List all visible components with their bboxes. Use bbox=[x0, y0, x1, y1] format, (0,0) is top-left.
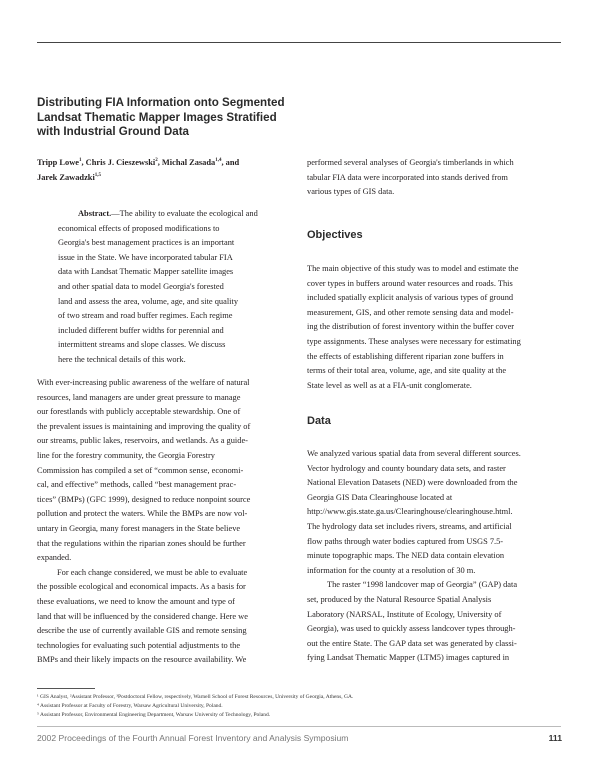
text-line: type assignments. These analyses were necessary for estimating bbox=[307, 336, 521, 346]
text-line: fying Landsat Thematic Mapper (LTM5) images captured in bbox=[307, 653, 510, 663]
objectives-text bbox=[307, 262, 562, 393]
text-line: minute topographic maps. The NED data contain elevation bbox=[307, 551, 505, 561]
text-line: tices” (BMPs) (GFC 1999), designed to reduce nonpoint source bbox=[37, 494, 251, 504]
text-line: line for the forestry community, the Georgia Forestry bbox=[37, 450, 215, 460]
text-line: data with Landsat Thematic Mapper satellite images bbox=[58, 267, 234, 277]
text-line: For each change considered, we must be able to evaluate bbox=[57, 567, 248, 577]
data-text bbox=[307, 447, 562, 666]
text-line: resources, land managers are under great pressure to manage bbox=[37, 392, 241, 402]
text-line: The raster “1998 landcover map of Georgia” (GAP) data bbox=[327, 580, 518, 590]
footnote-rule bbox=[37, 688, 95, 689]
text-line: land that will be influenced by the considered change. Here we bbox=[37, 611, 248, 621]
text-line: included different buffer widths for perennial and bbox=[58, 325, 224, 335]
text-line: our streams, public lakes, reservoirs, and wetlands. As a guide- bbox=[37, 436, 248, 446]
text-line: set, produced by the Natural Resource Spatial Analysis bbox=[307, 594, 492, 604]
text-line: out the entire State. The GAP data set was generated by classi- bbox=[307, 638, 517, 648]
text-line: untary in Georgia, many forest managers in the State believe bbox=[37, 523, 241, 533]
text-line: The hydrology data set includes rivers, streams, and artificial bbox=[307, 521, 512, 531]
abstract-first-line: —The ability to evaluate the ecological and bbox=[111, 209, 258, 218]
title-line: Landsat Thematic Mapper Images Stratified bbox=[37, 110, 277, 124]
author-affiliation-mark: 1,4 bbox=[215, 158, 222, 164]
text-line: issue in the State. We have incorporated tabular FIA bbox=[58, 252, 233, 262]
author-name: Michal Zasada bbox=[161, 158, 216, 167]
footnote: ¹ GIS Analyst, ²Assistant Professor, ³Postdoctoral Fellow, respectively, Warnell School of Forest Resources, University of Georgia, Athens, GA. bbox=[37, 694, 354, 700]
author-conjunction: and bbox=[225, 158, 240, 167]
top-rule bbox=[37, 42, 561, 43]
text-line: National Elevation Datasets (NED) were downloaded from the bbox=[307, 478, 518, 488]
text-line: State level as well as at a FIA-unit conglomerate. bbox=[307, 380, 472, 390]
text-line: performed several analyses of Georgia's timberlands in which bbox=[307, 158, 514, 167]
objectives-heading: Objectives bbox=[307, 229, 363, 241]
text-line: Georgia GIS Data Clearinghouse located at bbox=[307, 492, 453, 502]
text-line: The main objective of this study was to model and estimate the bbox=[307, 264, 519, 273]
text-line: Laboratory (NARSAL, Institute of Ecology, University of bbox=[307, 609, 502, 619]
text-line: http://www.gis.state.ga.us/Clearinghouse/clearinghouse.html. bbox=[307, 507, 513, 517]
page-footer bbox=[37, 733, 562, 743]
footnote: ⁵ Assistant Professor, Environmental Engineering Department, Warsaw University of Technology, Poland. bbox=[37, 712, 271, 718]
text-line: describe the use of currently available GIS and remote sensing bbox=[37, 626, 247, 636]
text-line: pollution and protect the waters. While the BMPs are now vol- bbox=[37, 509, 248, 519]
text-line: the prevalent issues is maintaining and improving the quality of bbox=[37, 421, 251, 431]
footnote: ⁴ Assistant Professor at Faculty of Forestry, Warsaw Agricultural University, Poland. bbox=[37, 703, 223, 709]
data-heading: Data bbox=[307, 415, 331, 427]
abstract-label: Abstract. bbox=[78, 209, 112, 218]
title-line: Distributing FIA Information onto Segmented bbox=[37, 96, 285, 109]
page-number: 111 bbox=[548, 733, 562, 743]
text-line: cover types in buffers around water resources and roads. This bbox=[307, 278, 513, 288]
paper-title bbox=[37, 96, 327, 140]
text-line: of two stream and road buffer regimes. Each regime bbox=[58, 311, 233, 321]
author-affiliation-mark: 1,5 bbox=[94, 172, 102, 178]
text-line: that the regulations within the riparian zones should be further bbox=[37, 538, 246, 548]
text-line: Georgia's best management practices is an important bbox=[58, 238, 235, 248]
text-line: the possible ecological and economical impacts. As a basis for bbox=[37, 582, 246, 592]
text-line: expanded. bbox=[37, 553, 72, 563]
abstract bbox=[58, 207, 290, 368]
author-name: Chris J. Cieszewski bbox=[85, 158, 156, 167]
text-line: these evaluations, we need to know the amount and type of bbox=[37, 596, 235, 606]
text-line: land and assess the area, volume, age, and site quality bbox=[58, 296, 239, 306]
footer-text: 2002 Proceedings of the Fourth Annual Forest Inventory and Analysis Symposium bbox=[37, 733, 349, 743]
text-line bbox=[58, 207, 290, 222]
author-name: Tripp Lowe bbox=[37, 158, 79, 167]
text-line: and other spatial data to model Georgia's forested bbox=[58, 281, 224, 291]
text-line: Vector hydrology and county boundary data sets, and raster bbox=[307, 463, 506, 473]
text-line: the effects of establishing different riparian zone buffers in bbox=[307, 351, 504, 361]
text-line: here the technical details of this work. bbox=[58, 354, 186, 364]
author-list: Tripp Lowe$^1$, Chris J. Cieszewski$^2$, Michal Zasada$^{1,4}$, and Jarek Zawadzki$^{1,5}$ bbox=[37, 158, 240, 182]
text-line: terms of their total area, volume, age, and site quality at the bbox=[307, 366, 507, 376]
text-line: cal, and effective” methods, called “best management prac- bbox=[37, 480, 237, 490]
text-line: We analyzed various spatial data from several different sources. bbox=[307, 449, 521, 458]
footnotes bbox=[37, 693, 562, 720]
author-name: Jarek Zawadzki bbox=[37, 172, 95, 182]
text-line: With ever-increasing public awareness of the welfare of natural bbox=[37, 378, 250, 387]
text-line: information for the county at a resolution of 30 m. bbox=[307, 565, 476, 575]
introduction-text bbox=[37, 376, 301, 668]
text-line: Georgia), was used to quickly assess landcover types through- bbox=[307, 624, 516, 634]
author-affiliation-mark: 2 bbox=[155, 158, 158, 164]
text-line: technologies for evaluating such potential adjustments to the bbox=[37, 640, 241, 650]
text-line: various types of GIS data. bbox=[307, 187, 395, 197]
text-line: measurement, GIS, and other remote sensing data and model- bbox=[307, 307, 514, 317]
text-line: included spatially explicit analysis of various types of ground bbox=[307, 293, 514, 303]
footer-rule bbox=[37, 726, 561, 727]
author-affiliation-mark: 1 bbox=[78, 158, 82, 164]
title-line: with Industrial Ground Data bbox=[37, 125, 190, 139]
text-line: Commission has compiled a set of “common sense, economi- bbox=[37, 465, 244, 475]
text-line: tabular FIA data were incorporated into stands derived from bbox=[307, 172, 508, 182]
introduction-continued bbox=[307, 156, 562, 200]
text-line: our forestlands with publicly acceptable stewardship. One of bbox=[37, 407, 241, 417]
text-line: flow paths through water bodies captured from USGS 7.5- bbox=[307, 536, 504, 546]
text-line: intermittent streams and slope classes. We discuss bbox=[58, 340, 226, 350]
text-line: ing the distribution of forest inventory within the buffer cover bbox=[307, 322, 515, 332]
text-line: BMPs and their likely impacts on the resource availability. We bbox=[37, 655, 247, 665]
text-line: economical effects of proposed modifications to bbox=[58, 223, 220, 233]
